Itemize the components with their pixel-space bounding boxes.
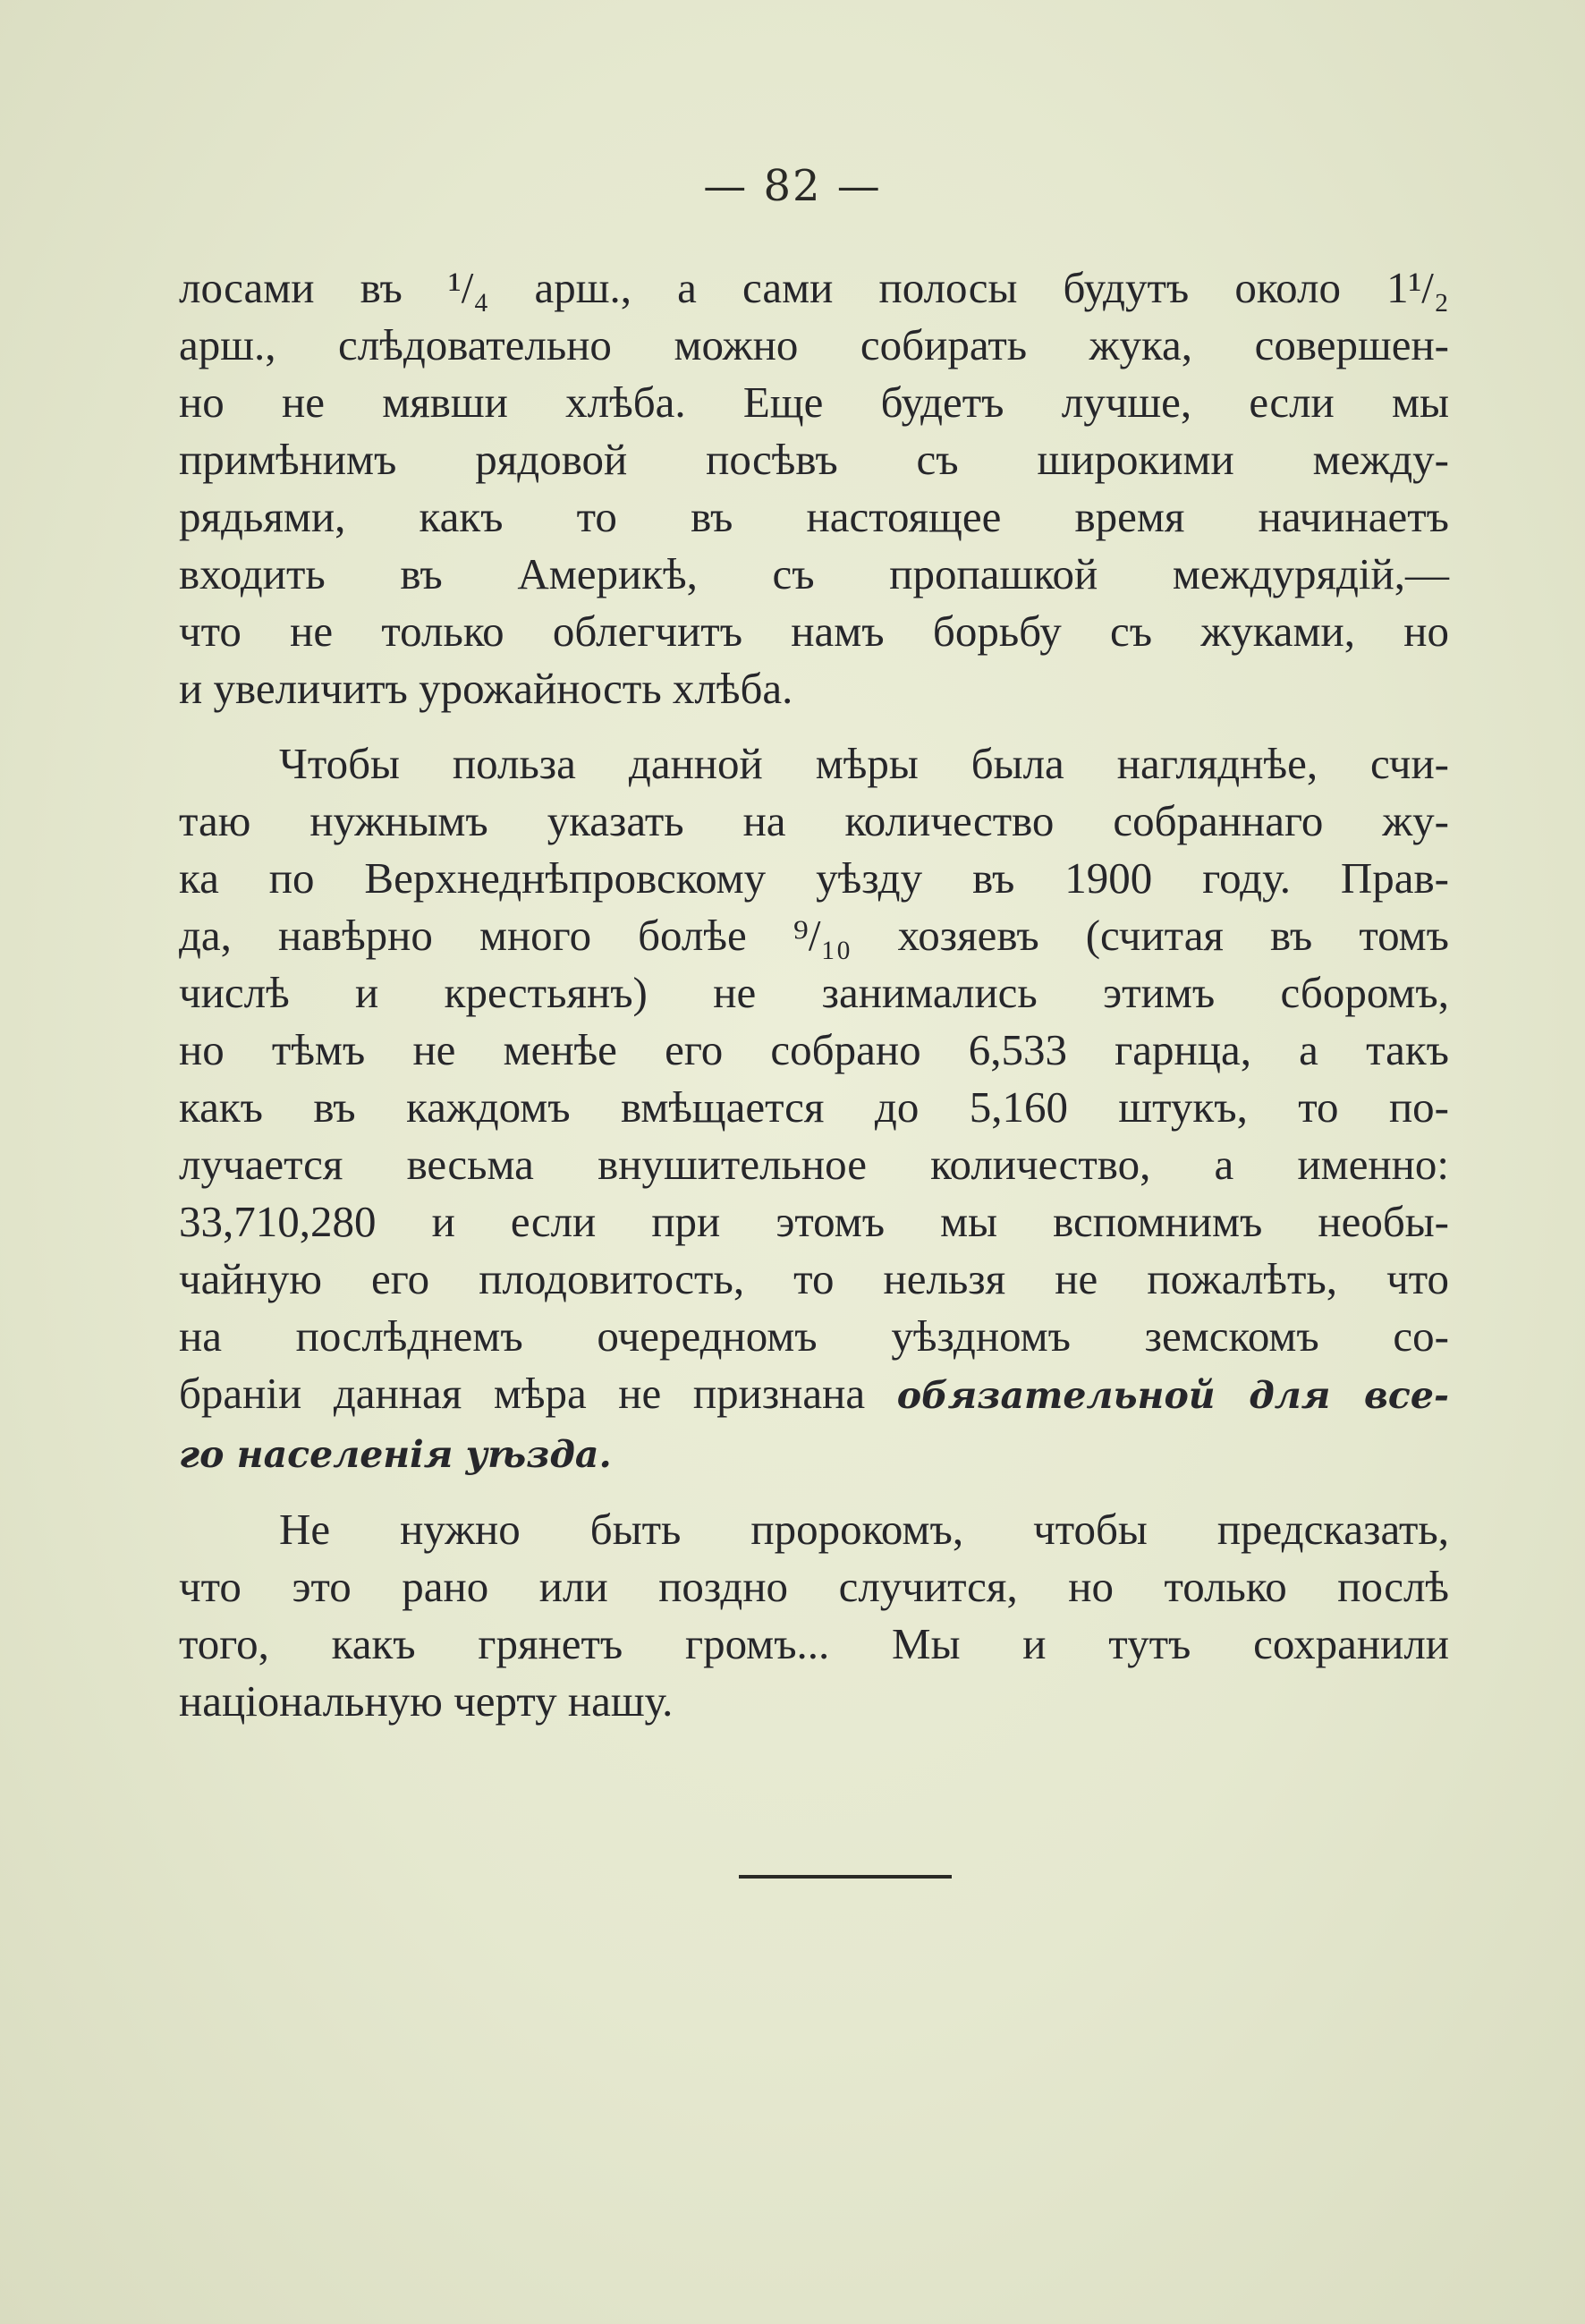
text-line: числѣ и крестьянъ) не занимались этимъ сборомъ, [179, 968, 1449, 1017]
text-line: рядьями, какъ то въ настоящее время начинаетъ [179, 492, 1449, 541]
text-line: что это рано или поздно случится, но только послѣ [179, 1562, 1449, 1611]
plain-text: браніи данная мѣра не признана [179, 1369, 897, 1418]
text-line: но тѣмъ не менѣе его собрано 6,533 гарнца, а такъ [179, 1025, 1449, 1074]
text-line: 33,710,280 и если при этомъ мы вспомнимъ необы- [179, 1197, 1449, 1246]
text-line: и увеличитъ урожайность хлѣба. [179, 664, 793, 713]
text-line: лучается весьма внушительное количество, а именно: [179, 1140, 1449, 1189]
text-line: таю нужнымъ указать на количество собраннаго жу- [179, 796, 1449, 845]
body-text [179, 259, 1449, 1748]
paragraph-3 [179, 1501, 1449, 1730]
text-line: того, какъ грянетъ громъ... Мы и тутъ сохранили [179, 1619, 1449, 1668]
text-line: что не только облегчитъ намъ борьбу съ жуками, но [179, 606, 1449, 656]
emphasis-text: го населенія уѣзда. [179, 1433, 612, 1476]
text-line: Не нужно быть пророкомъ, чтобы предсказать, [279, 1505, 1449, 1554]
text-line: Чтобы польза данной мѣры была нагляднѣе, счи- [279, 739, 1449, 788]
text-line: національную черту нашу. [179, 1676, 674, 1726]
text-line: входить въ Америкѣ, съ пропашкой междурядій,— [179, 549, 1449, 598]
text-line-emphasis [179, 1424, 1449, 1483]
text-line: какъ въ каждомъ вмѣщается до 5,160 штукъ, то по- [179, 1082, 1449, 1132]
text-line: арш., слѣдовательно можно собирать жука, совершен- [179, 320, 1449, 369]
text-line: да, навѣрно много болѣе ⁹/₁₀ хозяевъ (считая въ томъ [179, 911, 1449, 960]
text-line-with-emphasis [179, 1365, 1449, 1424]
emphasis-text: обязательной для все- [896, 1374, 1449, 1417]
text-line: чайную его плодовитость, то нельзя не пожалѣть, что [179, 1254, 1449, 1303]
end-rule [739, 1875, 952, 1879]
text-line: ка по Верхнеднѣпровскому уѣзду въ 1900 году. Прав- [179, 853, 1449, 903]
text-line: но не мявши хлѣба. Еще будетъ лучше, если мы [179, 377, 1449, 427]
paragraph-1 [179, 259, 1449, 717]
text-line: на послѣднемъ очередномъ уѣздномъ земскомъ со- [179, 1311, 1449, 1361]
text-line: примѣнимъ рядовой посѣвъ съ широкими между- [179, 435, 1449, 484]
page-number: — 82 — [703, 161, 882, 211]
paragraph-2 [179, 735, 1449, 1483]
text-line: лосами въ ¹/₄ арш., а сами полосы будутъ около 1¹/₂ [179, 263, 1449, 312]
